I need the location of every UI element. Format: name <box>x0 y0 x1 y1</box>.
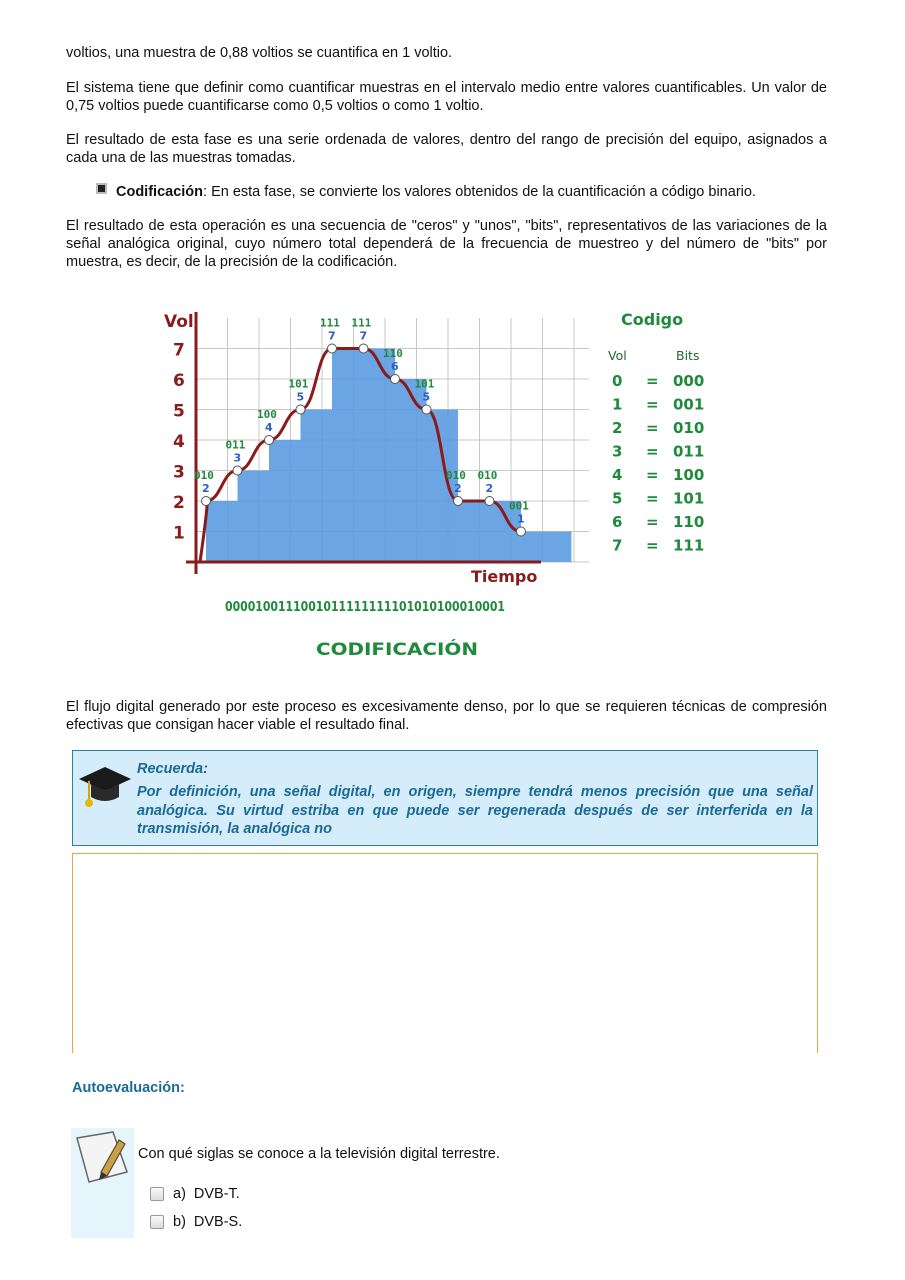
paragraph-3: El resultado de esta fase es una serie ordenada de valores, dentro del rango de precisión del equipo, asignados a cada una de las muestras tomadas. <box>66 132 827 166</box>
code-row-bits: 100 <box>673 466 705 484</box>
sample-bits-label: 011 <box>225 438 246 452</box>
sample-bits-label: 010 <box>194 469 214 482</box>
code-table-col-vol: Vol <box>608 348 627 363</box>
y-tick-label: 5 <box>173 401 185 422</box>
code-row-eq: = <box>646 513 659 531</box>
code-row-eq: = <box>646 419 659 437</box>
code-row-bits: 101 <box>673 489 705 508</box>
sample-value-label: 7 <box>359 329 368 343</box>
y-tick-label: 6 <box>173 371 185 391</box>
code-row-vol: 6 <box>612 513 623 531</box>
codificacion-figure <box>161 300 721 665</box>
code-row-bits: 000 <box>673 372 705 390</box>
sample-point <box>454 497 463 506</box>
paragraph-4: El resultado de esta operación es una secuencia de "ceros" y "unos", "bits", representativos de las variaciones de la señal analógica original, cuyo número total dependerá de la frecuencia de muestreo y del número de "bits" por muestra, es decir, de la precisión de la codificación. <box>66 218 827 270</box>
graduation-cap-icon <box>75 757 135 817</box>
figure-caption: CODIFICACIÓN <box>316 640 455 660</box>
option-a-letter: a) <box>173 1186 186 1202</box>
sample-bits-label: 010 <box>477 469 498 482</box>
sample-bits-label: 101 <box>414 377 435 391</box>
embedded-frame <box>72 853 818 1053</box>
paragraph-1: voltios, una muestra de 0,88 voltios se cuantifica en 1 voltio. <box>66 45 453 61</box>
code-row-vol: 3 <box>612 442 623 461</box>
sample-value-label: 1 <box>517 512 525 526</box>
bullet-codificacion <box>96 183 827 201</box>
code-row-vol: 5 <box>612 489 623 508</box>
option-b-label: DVB-S. <box>193 1214 243 1230</box>
sample-point <box>202 497 211 506</box>
sample-bits-label: 001 <box>509 499 529 513</box>
code-row-bits: 110 <box>673 513 705 531</box>
sample-point <box>265 436 274 445</box>
paragraph-2: El sistema tiene que definir como cuantificar muestras en el intervalo medio entre valores cuantificables. Un valor de 0,75 voltios puede cuantificarse como 0,5 voltios o como 1 voltio. <box>66 80 827 114</box>
code-row-eq: = <box>646 536 659 555</box>
y-tick-label: 1 <box>173 523 185 544</box>
paragraph-5: El flujo digital generado por este proceso es excesivamente denso, por lo que se requieren técnicas de compresión efectivas que consigan hacer viable el resultado final. <box>66 699 827 733</box>
bullet-text: : En esta fase, se convierte los valores obtenidos de la cuantificación a código binario. <box>203 184 756 200</box>
sample-bits-label: 110 <box>383 347 403 360</box>
sample-value-label: 7 <box>328 329 336 343</box>
sample-value-label: 5 <box>296 390 305 404</box>
code-table-col-bits: Bits <box>676 348 700 363</box>
recuerda-title: Recuerda: <box>137 761 208 777</box>
option-b-letter: b) <box>173 1214 186 1230</box>
sample-bar <box>269 440 301 562</box>
option-a[interactable] <box>150 1186 240 1202</box>
option-b-checkbox[interactable] <box>150 1215 164 1229</box>
pen-paper-icon <box>71 1128 134 1188</box>
sample-bits-label: 100 <box>257 408 277 421</box>
sample-point <box>391 375 400 384</box>
sample-bar <box>206 501 238 562</box>
bullet-term: Codificación <box>116 184 204 200</box>
sample-bits-label: 101 <box>288 377 309 391</box>
y-tick-label: 2 <box>173 493 185 513</box>
sample-value-label: 2 <box>454 482 462 495</box>
sample-point <box>233 466 242 475</box>
bitstream-text: 0000100111001011111111101010100010001 <box>225 599 505 615</box>
code-row-bits: 001 <box>673 395 705 414</box>
recuerda-body: Por definición, una señal digital, en origen, siempre tendrá menos precisión que una señal analógica. Su virtud estriba en que puede ser regenerada después de ser interferida en la transmisión, la analógica no <box>137 784 813 837</box>
sample-point <box>422 405 431 414</box>
sample-bar <box>458 501 490 562</box>
code-row-vol: 2 <box>612 419 623 437</box>
sample-point <box>296 405 305 414</box>
code-row-eq: = <box>646 442 659 461</box>
sample-bits-label: 111 <box>320 316 340 330</box>
code-row-bits: 011 <box>673 442 705 461</box>
y-tick-label: 4 <box>173 432 185 452</box>
sample-bar <box>395 379 427 562</box>
sample-value-label: 2 <box>485 482 494 495</box>
sample-value-label: 5 <box>422 390 431 404</box>
recuerda-box <box>72 750 818 846</box>
y-tick-label: 3 <box>173 462 185 483</box>
sample-bar <box>301 410 333 563</box>
sample-value-label: 2 <box>202 482 210 495</box>
code-row-vol: 0 <box>612 372 623 390</box>
y-axis-label: Vol <box>164 312 194 332</box>
option-a-label: DVB-T. <box>193 1186 240 1202</box>
sample-bar <box>521 532 553 563</box>
option-b[interactable] <box>150 1214 242 1230</box>
code-row-bits: 010 <box>673 419 705 437</box>
sample-value-label: 6 <box>391 360 399 373</box>
sample-bar <box>332 349 364 563</box>
sample-point <box>359 344 368 353</box>
sample-bar <box>238 471 270 563</box>
code-row-vol: 4 <box>612 466 623 484</box>
code-row-eq: = <box>646 395 659 414</box>
question-text: Con qué siglas se conoce a la televisión digital terrestre. <box>138 1146 500 1162</box>
y-tick-label: 7 <box>173 340 185 361</box>
option-a-checkbox[interactable] <box>150 1187 164 1201</box>
x-axis-label: Tiempo <box>471 567 538 586</box>
quiz-panel <box>71 1128 134 1238</box>
sample-point <box>328 344 337 353</box>
autoevaluacion-title: Autoevaluación: <box>72 1080 185 1096</box>
sample-point <box>517 527 526 536</box>
sample-value-label: 4 <box>265 421 273 434</box>
codificacion-diagram <box>161 300 721 665</box>
code-row-eq: = <box>646 372 659 390</box>
sample-bits-label: 010 <box>446 469 466 482</box>
code-row-bits: 111 <box>673 536 705 555</box>
code-table-title: Codigo <box>621 310 684 329</box>
code-row-eq: = <box>646 466 659 484</box>
sample-bar <box>553 532 572 563</box>
code-row-vol: 7 <box>612 536 623 555</box>
code-row-vol: 1 <box>612 395 623 414</box>
code-row-eq: = <box>646 489 659 508</box>
sample-bits-label: 111 <box>351 316 372 330</box>
bullet-square-icon <box>96 183 107 194</box>
sample-value-label: 3 <box>233 451 242 465</box>
sample-point <box>485 497 494 506</box>
